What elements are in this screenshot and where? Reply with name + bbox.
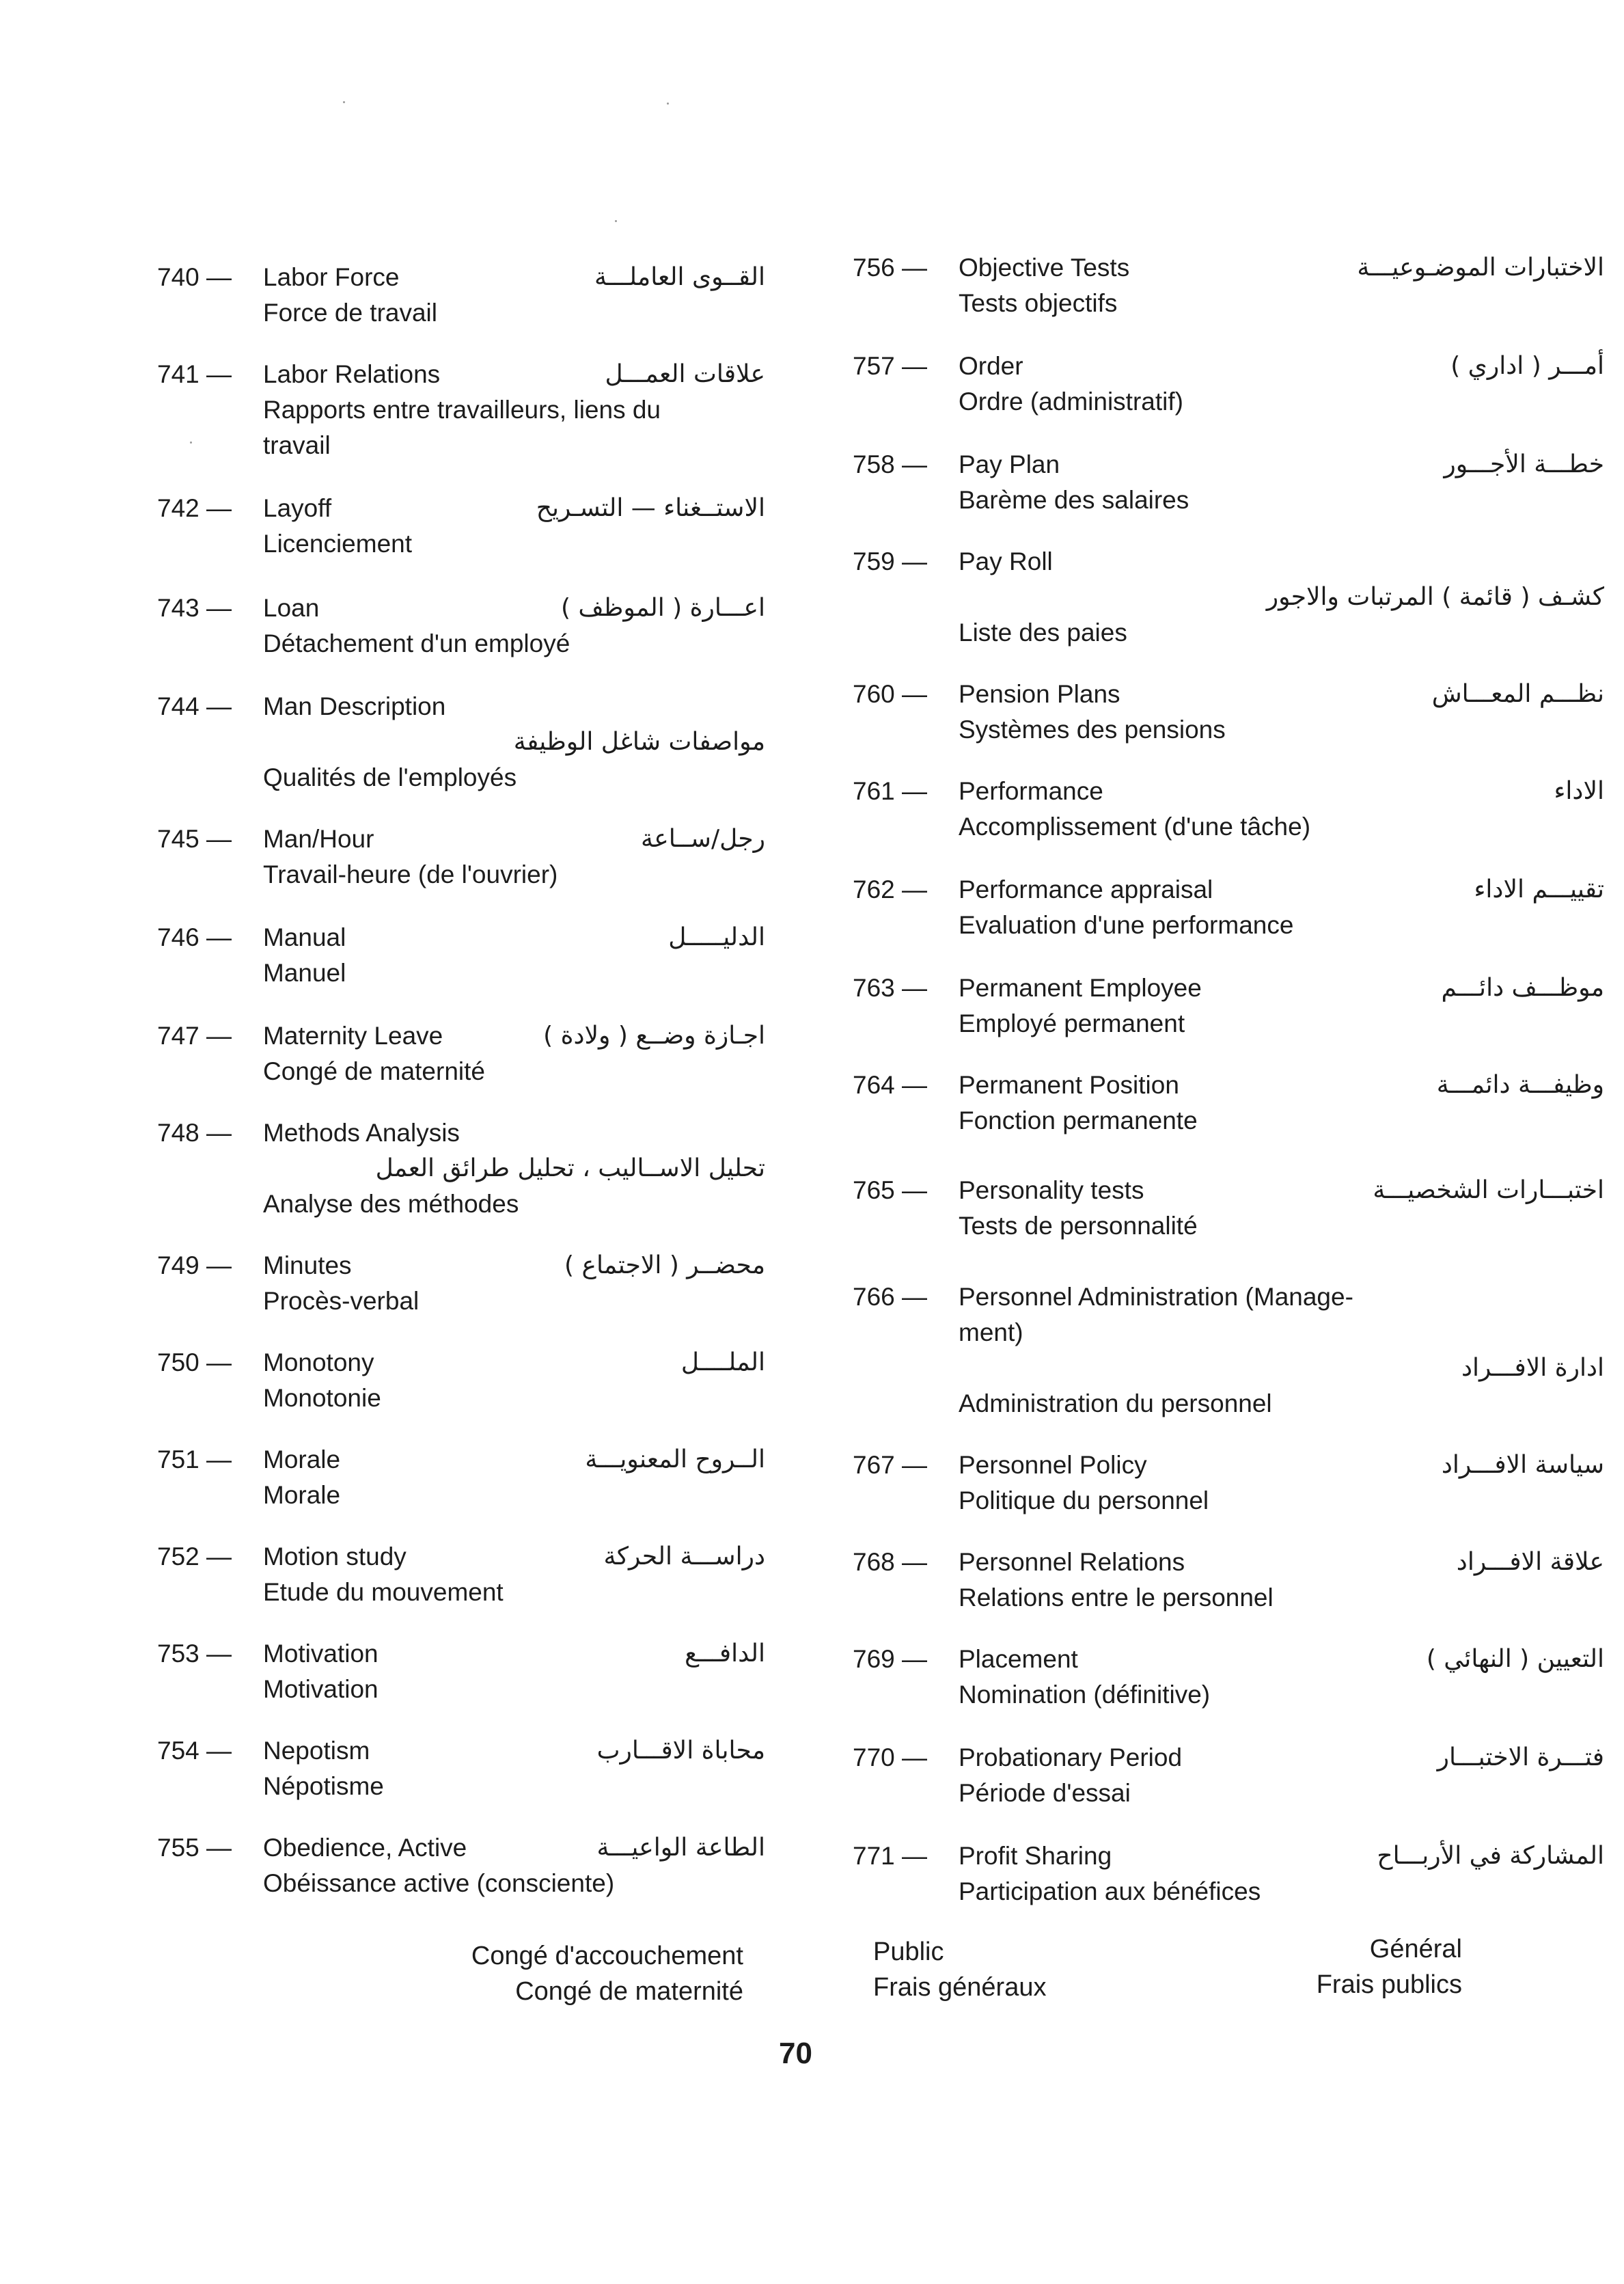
glossary-entry [157,1733,765,1804]
scan-speck [190,441,192,444]
french-term: Rapports entre travailleurs, liens du [263,396,661,424]
entry-number: 758 — [853,450,928,478]
french-term: Obéissance active (consciente) [263,1869,615,1897]
footnote-line: Frais généraux [873,1973,1047,2002]
french-term: Morale [263,1481,341,1509]
english-term: Objective Tests [959,254,1130,282]
entry-number: 761 — [853,777,928,805]
entry-number: 748 — [157,1119,232,1147]
arabic-term: رجل/ســاعة [640,825,765,853]
english-term: Performance appraisal [959,875,1213,903]
entry-number: 749 — [157,1251,232,1279]
english-term: Personnel Relations [959,1548,1185,1576]
french-term: Manuel [263,959,346,987]
glossary-entry [157,1442,765,1513]
glossary-entry [853,447,1604,518]
english-term: Loan [263,594,320,622]
french-term: Procès-verbal [263,1287,419,1315]
french-term: Liste des paies [959,618,1127,647]
arabic-term: وظيفـــة دائمـــة [1436,1071,1604,1099]
glossary-entry [853,872,1604,943]
english-term: Motion study [263,1542,407,1571]
arabic-term: اعـــارة ( الموظف ) [560,594,765,622]
entry-number: 754 — [157,1737,232,1765]
french-term: Travail-heure (de l'ouvrier) [263,860,558,888]
entry-number: 744 — [157,692,232,720]
arabic-term: القــوى العاملـــة [594,263,765,291]
entry-number: 751 — [157,1445,232,1473]
arabic-term: أمـــر ( اداري ) [1450,352,1604,380]
english-term: Permanent Position [959,1071,1179,1099]
french-term: Participation aux bénéfices [959,1877,1261,1905]
french-term: Détachement d'un employé [263,629,570,657]
arabic-term: الدليـــــل [668,923,765,951]
entry-number: 759 — [853,547,928,575]
arabic-term: نظـــم المعـــاش [1431,680,1604,708]
arabic-term: كشـف ( قائمة ) المرتبات والاجور [1266,583,1604,611]
english-term: Personnel Administration (Manage- [959,1283,1353,1311]
english-term: Manual [263,923,346,951]
glossary-entry [157,1248,765,1319]
arabic-term: الطاعة الواعيـــة [596,1834,765,1862]
french-term: Relations entre le personnel [959,1583,1274,1612]
arabic-term: موظـــف دائـــم [1441,974,1604,1002]
arabic-term: تقييـــم الاداء [1474,875,1604,903]
english-term: Minutes [263,1251,352,1279]
french-term: Nomination (définitive) [959,1681,1211,1709]
glossary-entry [853,1642,1604,1713]
entry-number: 750 — [157,1348,232,1376]
english-term: Profit Sharing [959,1842,1112,1870]
arabic-term: فتـــرة الاختبـــار [1437,1743,1604,1771]
scan-speck [343,101,345,103]
french-term: Tests objectifs [959,289,1118,317]
english-term: Motivation [263,1640,379,1668]
english-term: Pay Plan [959,450,1060,478]
glossary-entry [853,1447,1604,1519]
arabic-term: علاقة الافـــراد [1456,1548,1604,1576]
arabic-term: سياسة الافـــراد [1441,1451,1604,1479]
english-term: Labor Force [263,263,400,291]
arabic-term: محاباة الاقـــارب [596,1737,765,1765]
scan-speck [667,103,669,105]
entry-number: 766 — [853,1283,928,1311]
entry-number: 745 — [157,825,232,853]
entry-number: 756 — [853,254,928,282]
entry-number: 747 — [157,1022,232,1050]
glossary-entry [853,774,1604,845]
arabic-term: تحليل الاســاليب ، تحليل طرائق العمل [375,1154,765,1182]
glossary-entry [157,821,765,893]
glossary-entry [853,250,1604,321]
arabic-term: الملــــل [680,1348,765,1376]
arabic-term: اختبـــارات الشخصيـــة [1373,1176,1604,1204]
arabic-term: محضــر ( الاجتماع ) [564,1251,765,1279]
entry-number: 760 — [853,680,928,708]
english-term: Performance [959,777,1103,805]
entry-number: 755 — [157,1834,232,1862]
glossary-entry [157,1115,765,1222]
entry-number: 769 — [853,1645,928,1673]
english-term-continued: ment) [959,1318,1023,1346]
arabic-term: الاداء [1554,777,1604,805]
arabic-term: مواصفات شاغل الوظيفة [513,728,765,756]
glossary-entry [853,544,1604,651]
footnote-line: Congé de maternité [515,1977,743,2006]
footnote-line: Général [1369,1935,1462,1963]
footnote-left [435,1938,743,2009]
glossary-entry [157,689,765,796]
glossary-entry [157,1830,765,1901]
footnote-right [1257,1931,1462,2002]
french-term: Motivation [263,1675,379,1703]
glossary-entry [853,1279,1604,1422]
glossary-entry [853,1173,1604,1244]
french-term: Période d'essai [959,1779,1131,1807]
glossary-entry [157,260,765,331]
french-term: Monotonie [263,1384,381,1412]
arabic-term: دراســـة الحركة [603,1542,765,1571]
english-term: Morale [263,1445,341,1473]
arabic-term: الاختبارات الموضـوعيـــة [1357,254,1604,282]
english-term: Layoff [263,494,332,522]
english-term: Man Description [263,692,446,720]
english-term: Labor Relations [263,360,441,388]
english-term: Personality tests [959,1176,1144,1204]
entry-number: 767 — [853,1451,928,1479]
french-term-continued: travail [263,431,331,459]
glossary-entry [853,677,1604,748]
entry-number: 752 — [157,1542,232,1571]
french-term: Analyse des méthodes [263,1190,519,1218]
glossary-entry [853,1068,1604,1139]
french-term: Fonction permanente [959,1106,1198,1134]
english-term: Monotony [263,1348,374,1376]
french-term: Népotisme [263,1772,384,1800]
english-term: Order [959,352,1023,380]
page-number: 70 [779,2037,812,2070]
english-term: Maternity Leave [263,1022,443,1050]
french-term: Administration du personnel [959,1389,1272,1417]
english-term: Pension Plans [959,680,1120,708]
french-term: Ordre (administratif) [959,388,1183,416]
glossary-entry [853,1838,1604,1909]
footnote-line: Public [873,1938,944,1966]
arabic-term: خطـــة الأجـــور [1444,450,1604,478]
entry-number: 764 — [853,1071,928,1099]
scan-speck [615,220,617,222]
french-term: Congé de maternité [263,1057,485,1085]
footnote-middle [873,1934,1046,2005]
french-term: Tests de personnalité [959,1212,1198,1240]
arabic-term: علاقات العمـــل [605,360,765,388]
glossary-entry [157,1018,765,1089]
glossary-entry [157,1636,765,1707]
entry-number: 768 — [853,1548,928,1576]
entry-number: 757 — [853,352,928,380]
glossary-entry [157,1539,765,1610]
french-term: Systèmes des pensions [959,716,1226,744]
english-term: Probationary Period [959,1743,1183,1771]
english-term: Nepotism [263,1737,370,1765]
english-term: Methods Analysis [263,1119,460,1147]
entry-number: 743 — [157,594,232,622]
entry-number: 770 — [853,1743,928,1771]
glossary-entry [157,491,765,562]
arabic-term: التعيين ( النهائي ) [1426,1645,1604,1673]
entry-number: 771 — [853,1842,928,1870]
arabic-term: اجـازة وضــع ( ولادة ) [543,1022,765,1050]
french-term: Licenciement [263,530,413,558]
glossary-entry [157,1345,765,1416]
footnote-line: Congé d'accouchement [471,1942,743,1970]
entry-number: 740 — [157,263,232,291]
english-term: Pay Roll [959,547,1053,575]
french-term: Evaluation d'une performance [959,911,1294,939]
entry-number: 763 — [853,974,928,1002]
french-term: Politique du personnel [959,1486,1209,1514]
english-term: Personnel Policy [959,1451,1147,1479]
english-term: Man/Hour [263,825,374,853]
entry-number: 741 — [157,360,232,388]
english-term: Placement [959,1645,1078,1673]
english-term: Obedience, Active [263,1834,467,1862]
glossary-entry [853,1740,1604,1811]
english-term: Permanent Employee [959,974,1202,1002]
entry-number: 765 — [853,1176,928,1204]
arabic-term: المشاركة في الأربـــاح [1377,1842,1604,1870]
arabic-term: الــروح المعنويـــة [585,1445,765,1473]
french-term: Etude du mouvement [263,1578,504,1606]
french-term: Accomplissement (d'une tâche) [959,813,1311,841]
glossary-entry [853,1545,1604,1616]
french-term: Employé permanent [959,1009,1185,1037]
arabic-term: الاستــغناء — التسـريح [536,494,765,522]
footnote-line: Frais publics [1316,1970,1462,1999]
french-term: Force de travail [263,299,437,327]
french-term: Barème des salaires [959,486,1189,514]
entry-number: 753 — [157,1640,232,1668]
glossary-entry [157,920,765,991]
entry-number: 746 — [157,923,232,951]
arabic-term: الدافـــع [685,1640,765,1668]
entry-number: 742 — [157,494,232,522]
glossary-entry [157,357,765,463]
glossary-entry [853,349,1604,420]
arabic-term: ادارة الافـــراد [1461,1354,1604,1382]
entry-number: 762 — [853,875,928,903]
french-term: Qualités de l'employés [263,763,517,791]
glossary-entry [157,590,765,662]
glossary-entry [853,970,1604,1042]
